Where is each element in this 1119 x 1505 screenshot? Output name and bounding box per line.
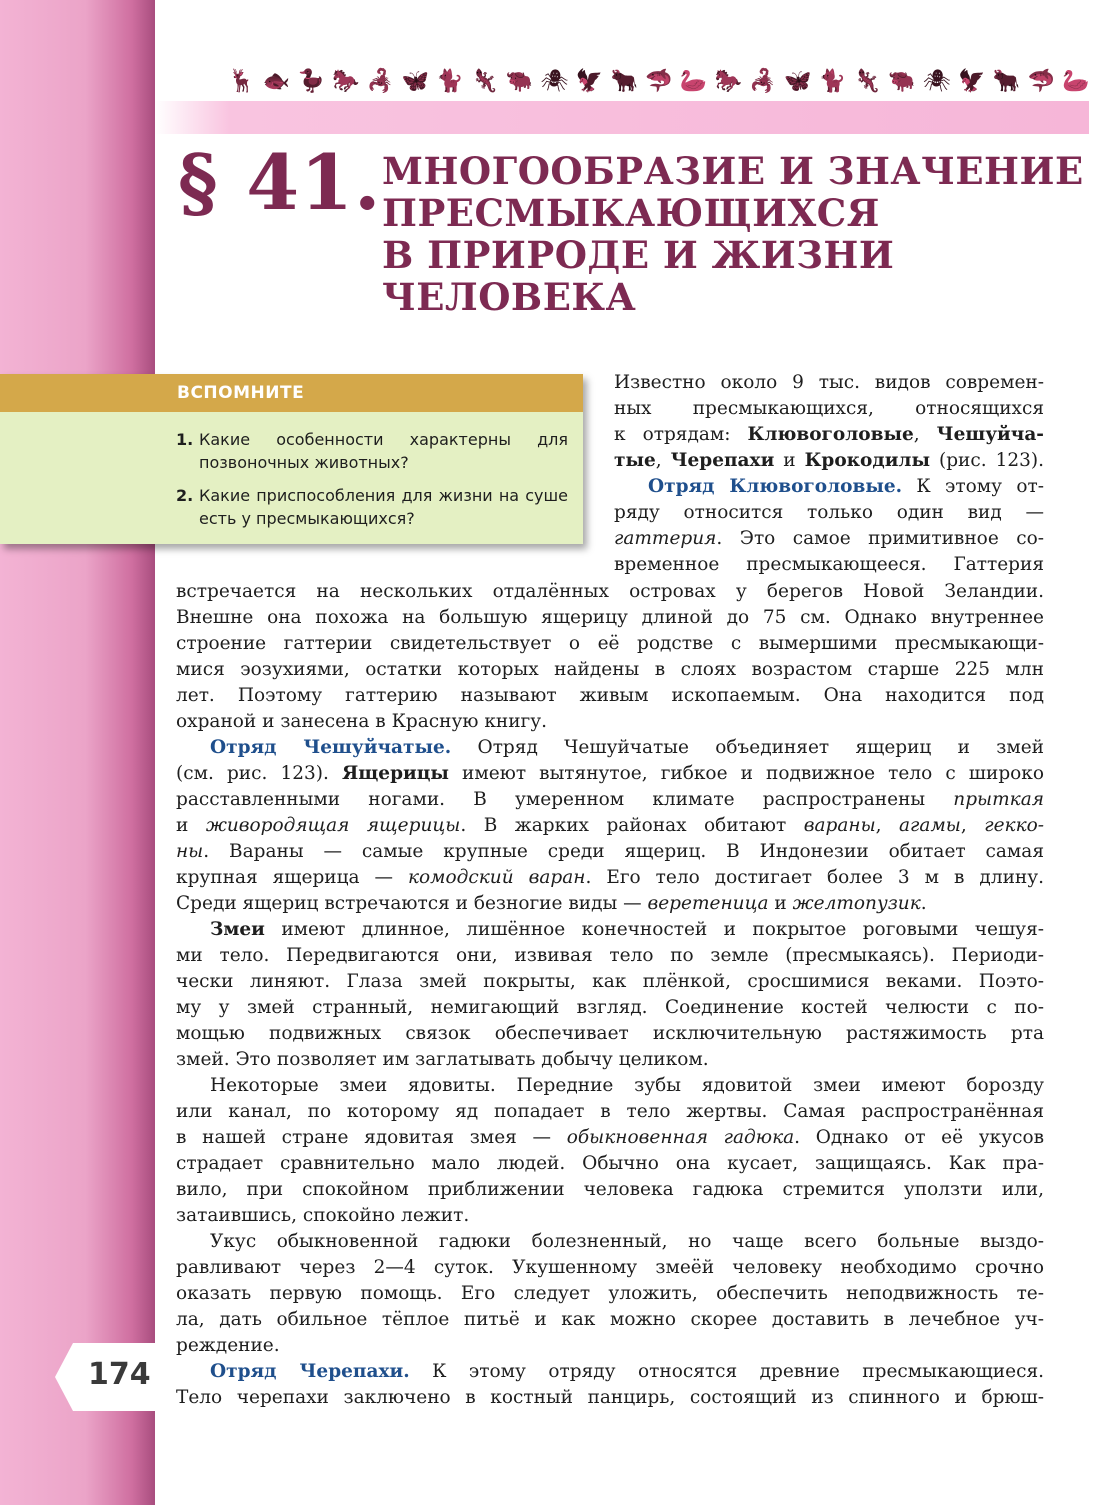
section-heading: Отряд Клювоголовые.: [648, 476, 903, 497]
text-line: Внешне она похожа на большую ящерицу длиной до 75 см. Однако внутреннее: [176, 607, 1044, 628]
animal-silhouette-icon: 🐃: [888, 69, 916, 94]
text-line: страдает сравнительно мало людей. Обычно она кусает, защищаясь. Как пра-: [176, 1153, 1044, 1174]
page-margin-band: [0, 0, 155, 1505]
animal-silhouette-icon: 🦆: [297, 69, 325, 94]
text-line: ми тело. Передвигаются они, извивая тело по земле (пресмыкаясь). Периоди-: [176, 945, 1044, 966]
animal-silhouette-icon: 🦈: [645, 69, 673, 94]
text-line: ла, дать обильное тёплое питьё и как можно скорее доставить в лечебное уч-: [176, 1309, 1044, 1330]
text-line: Тело черепахи заключено в костный панцирь, состоящий из спинного и брюш-: [176, 1387, 1044, 1408]
text-line: Среди ящериц встречаются и безногие виды — веретеница и желтопузик.: [176, 893, 927, 914]
text-line: к отрядам: Клювоголовые, Чешуйча-: [614, 424, 1044, 445]
text-line: вило, при спокойном приближении человека гадюка стремится уползти или,: [176, 1179, 1044, 1200]
text-line: мися эозухиями, остатки которых найдены в слоях возрастом старше 225 млн: [176, 659, 1044, 680]
text-line: крупная ящерица — комодский варан. Его тело достигает более 3 м в длину.: [176, 867, 1044, 888]
animal-silhouette-icon: 🕷: [922, 69, 951, 94]
animal-silhouette-icon: 🐂: [610, 69, 638, 94]
text-line: затаившись, спокойно лежит.: [176, 1205, 470, 1226]
text-line: ных пресмыкающихся, относящихся: [614, 398, 1044, 419]
page-number: 174: [88, 1357, 151, 1392]
text-line: (см. рис. 123). Ящерицы имеют вытянутое, гибкое и подвижное тело с широко: [176, 763, 1044, 784]
recall-body: [0, 412, 583, 544]
text-line: Некоторые змеи ядовиты. Передние зубы ядовитой змеи имеют борозду: [210, 1075, 1044, 1096]
main-text: [176, 579, 1044, 1411]
animal-silhouette-icon: 🐈: [818, 69, 847, 94]
animal-silhouette-icon: 🦎: [853, 69, 881, 94]
text-line: Отряд Клювоголовые. К этому от-: [648, 476, 1044, 497]
animal-silhouette-icon: 🦈: [1027, 69, 1055, 94]
text-line: Укус обыкновенной гадюки болезненный, но чаще всего больные выздо-: [210, 1231, 1044, 1252]
question-text: Какие приспособления для жизни на суше есть у пресмыкающихся?: [199, 486, 568, 528]
text-line: и живородящая ящерицы. В жарких районах обитают вараны, агамы, гекко-: [176, 815, 1044, 836]
title-line: ПРЕСМЫКАЮЩИХСЯ: [382, 191, 880, 235]
recall-box: [0, 374, 583, 544]
text-line: Отряд Черепахи. К этому отряду относятся древние пресмыкающиеся.: [210, 1361, 1044, 1382]
header-band: [155, 101, 1089, 134]
text-line: Змеи имеют длинное, лишённое конечностей и покрытое роговыми чешуя-: [210, 919, 1044, 940]
title-line: ЧЕЛОВЕКА: [382, 275, 637, 319]
text-line: му у змей странный, немигающий взгляд. Соединение костей челюсти с по-: [176, 997, 1044, 1018]
text-line: мощью подвижных связок обеспечивает исключительную растяжимость рта: [176, 1023, 1044, 1044]
section-heading: Отряд Черепахи.: [210, 1361, 410, 1382]
text-line: оказать первую помощь. Его следует уложить, обеспечить неподвижность те-: [176, 1283, 1044, 1304]
animal-silhouette-icon: 🐟: [262, 69, 291, 94]
text-line: лет. Поэтому гаттерию называют живым ископаемым. Она находится под: [176, 685, 1044, 706]
text-line: ны. Вараны — самые крупные среди ящериц. В Индонезии обитает самая: [176, 841, 1044, 862]
question-number: 2.: [176, 486, 194, 505]
animal-silhouette-icon: 🐃: [505, 69, 534, 94]
recall-heading: ВСПОМНИТЕ: [177, 383, 305, 403]
text-line: Известно около 9 тыс. видов современ-: [614, 372, 1044, 393]
title-line: МНОГООБРАЗИЕ И ЗНАЧЕНИЕ: [382, 149, 1084, 193]
text-line: временное пресмыкающееся. Гаттерия: [614, 554, 1044, 575]
animal-silhouette-icon: 🦋: [401, 69, 429, 94]
animal-silhouette-icon: 🦂: [749, 69, 777, 94]
text-line: тые, Черепахи и Крокодилы (рис. 123).: [614, 450, 1044, 471]
text-line: чески линяют. Глаза змей покрыты, как плёнкой, сросшимися веками. Поэто-: [176, 971, 1044, 992]
text-line: реждение.: [176, 1335, 280, 1356]
question-number: 1.: [176, 430, 194, 449]
title-line: В ПРИРОДЕ И ЖИЗНИ: [382, 233, 895, 277]
text-line: расставленными ногами. В умеренном климате распространены прыткая: [176, 789, 1044, 810]
animal-silhouette-icon: 🦎: [471, 69, 499, 94]
text-line: змей. Это позволяет им заглатывать добычу целиком.: [176, 1049, 709, 1070]
animal-silhouette-icon: 🦢: [679, 69, 708, 94]
animal-silhouette-icon: 🐎: [714, 69, 742, 94]
text-line: ряду относится только один вид —: [614, 502, 1044, 523]
text-line: охраной и занесена в Красную книгу.: [176, 711, 548, 732]
animal-silhouette-icon: 🦢: [1062, 69, 1090, 94]
text-line: или канал, по которому яд попадает в тело жертвы. Самая распространённая: [176, 1101, 1044, 1122]
animal-silhouette-icon: 🦅: [958, 69, 986, 94]
animal-silhouette-icon: 🐂: [992, 69, 1021, 94]
animal-silhouettes-strip: [228, 66, 1090, 98]
animal-silhouette-icon: 🦋: [784, 69, 812, 94]
animal-silhouette-icon: 🦅: [575, 69, 604, 94]
recall-question: [176, 428, 568, 474]
animal-silhouette-icon: 🕷: [540, 69, 569, 94]
animal-silhouette-icon: 🐎: [332, 69, 360, 94]
animal-silhouette-icon: 🐈: [436, 69, 464, 94]
text-line: строение гаттерии свидетельствует о её родстве с вымершими пресмыкающи-: [176, 633, 1044, 654]
text-line: в нашей стране ядовитая змея — обыкновенная гадюка. Однако от её укусов: [176, 1127, 1044, 1148]
recall-question: [176, 484, 568, 530]
section-heading: Отряд Чешуйчатые.: [210, 737, 452, 758]
animal-silhouette-icon: 🦌: [228, 69, 256, 94]
recall-header: [0, 374, 583, 412]
question-text: Какие особенности характерны для позвоночных животных?: [199, 430, 568, 472]
text-line: гаттерия. Это самое примитивное со-: [614, 528, 1044, 549]
text-line: встречается на нескольких отдалённых островах у берегов Новой Зеландии.: [176, 581, 1044, 602]
text-line: равливают через 2—4 суток. Укушенному змеёй человеку необходимо срочно: [176, 1257, 1044, 1278]
text-line: Отряд Чешуйчатые. Отряд Чешуйчатые объединяет ящериц и змей: [210, 737, 1044, 758]
intro-column: [614, 370, 1044, 578]
paragraph-number: § 41.: [178, 138, 382, 227]
chapter-title: [382, 149, 1084, 319]
animal-silhouette-icon: 🦂: [366, 69, 395, 94]
